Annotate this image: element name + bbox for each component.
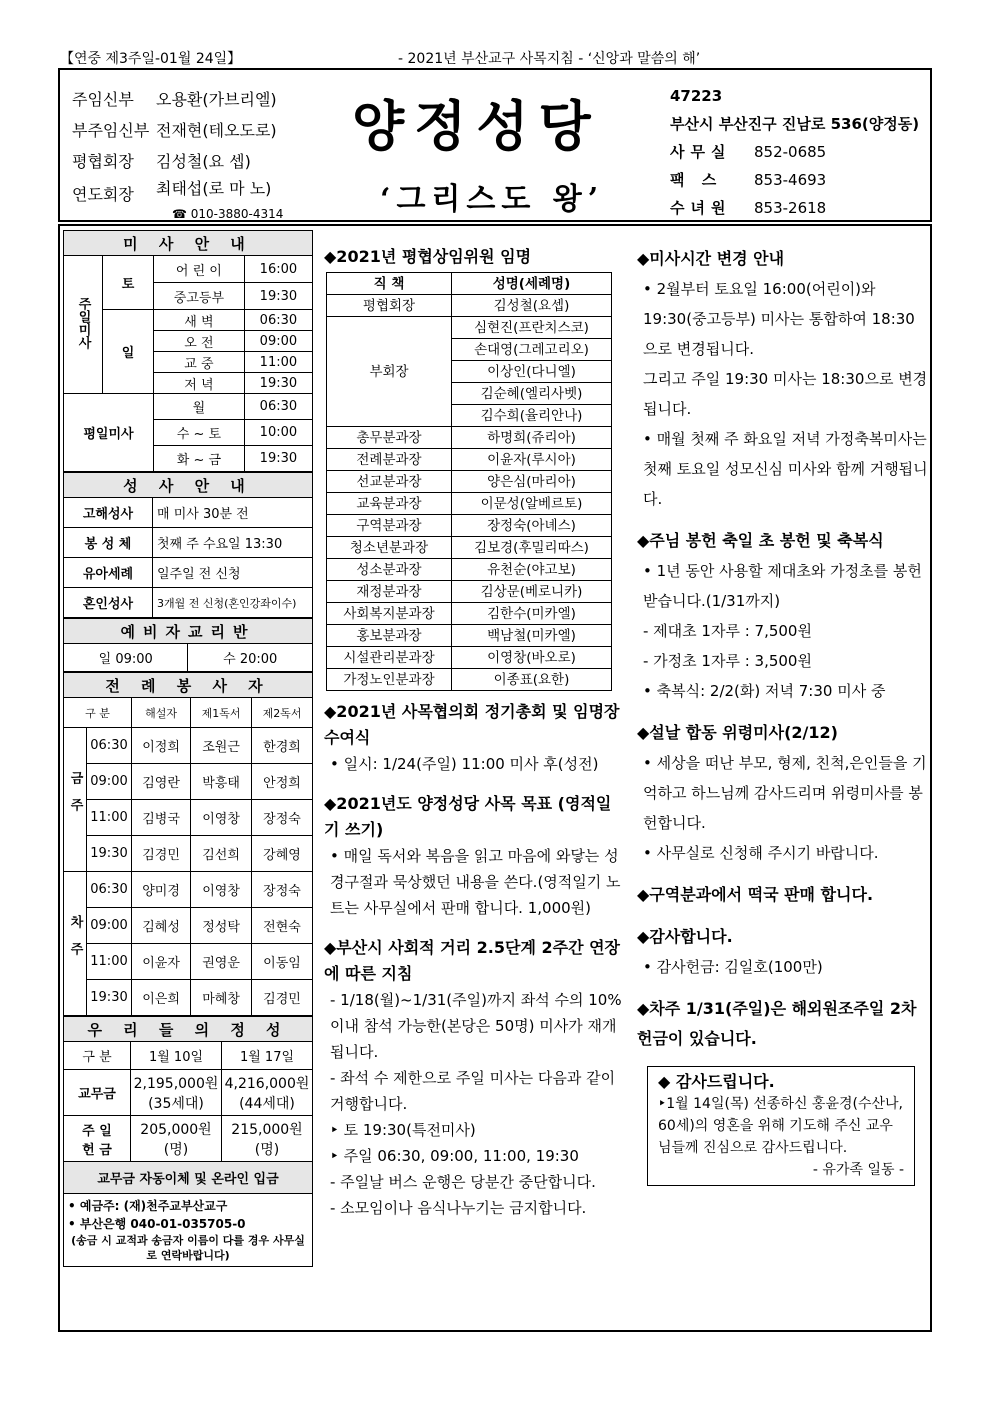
council-name: 이윤자(루시아)	[452, 449, 612, 471]
council-name: 이상인(다니엘)	[452, 361, 612, 383]
mass-title: 미 사 안 내	[64, 231, 313, 256]
notice-section	[637, 718, 929, 868]
mass-name: 화 ~ 금	[154, 446, 245, 472]
notice-heading: ◆차주 1/31(주일)은 해외원조주일 2차 헌금이 있습니다.	[637, 999, 917, 1048]
council-row	[327, 471, 612, 493]
staff-name: 최태섭(로 마 노)	[156, 179, 272, 198]
left-column	[63, 230, 313, 1267]
council-name: 김보경(후밀리따스)	[452, 537, 612, 559]
sat-label: 토	[103, 256, 154, 310]
server-name: 김경민	[252, 980, 313, 1016]
notice-line: • 매일 독서와 복음을 읽고 마음에 와닿는 성경구절과 묵상했던 내용을 쓴다.(영적일기 노트는 사무실에서 판매 합니다. 1,000원)	[330, 847, 621, 917]
parish-name: 양정성당	[352, 94, 601, 158]
council-role: 부회장	[327, 317, 452, 427]
sunday-label-text: 주일미사	[75, 296, 91, 349]
weekday-label: 평일미사	[64, 394, 154, 472]
council-row	[327, 515, 612, 537]
mass-time: 09:00	[244, 331, 312, 352]
council-row	[327, 493, 612, 515]
council-row	[327, 449, 612, 471]
auto-transfer-title: 교무금 자동이체 및 온라인 입금	[64, 1162, 313, 1194]
staff-role: 부주임신부	[72, 121, 150, 140]
notice-line: • 세상을 떠난 부모, 형제, 친척,은인들을 기억하고 하느님께 감사드리며 위령미사를 봉헌합니다.	[643, 754, 927, 832]
notice-line: 그리고 주일 19:30 미사는 18:30으로 변경됩니다.	[643, 370, 928, 418]
council-name: 이종표(요한)	[452, 669, 612, 691]
account-number: • 부산은행 040-01-035705-0	[68, 1217, 246, 1231]
council-row	[327, 669, 612, 691]
council-role: 전례분과장	[327, 449, 452, 471]
server-name: 이윤자	[132, 944, 191, 980]
council-name: 손대영(그레고리오)	[452, 339, 612, 361]
notice-heading: ◆부산시 사회적 거리 2.5단계 2주간 연장에 따른 지침	[324, 938, 621, 983]
council-name: 심현진(프란치스코)	[452, 317, 612, 339]
offering-key: 주 일 헌 금	[64, 1116, 131, 1162]
mass-time: 10:00	[244, 420, 312, 446]
mass-name: 저 녁	[154, 373, 245, 394]
council-row	[327, 427, 612, 449]
notice-section	[637, 994, 929, 1054]
mass-time: 11:00	[244, 352, 312, 373]
council-row	[327, 295, 612, 317]
server-time: 11:00	[87, 944, 132, 980]
mass-name: 월	[154, 394, 245, 420]
council-role: 선교분과장	[327, 471, 452, 493]
staff-name: 전재현(테오도로)	[156, 121, 277, 140]
account-note	[64, 1194, 313, 1267]
notice-line: ‣ 주일 06:30, 09:00, 11:00, 19:30	[330, 1147, 579, 1165]
notice-section	[324, 791, 624, 921]
notice-heading: ◆설날 합동 위령미사(2/12)	[637, 723, 838, 742]
contact-key: 팩 스	[670, 171, 723, 189]
server-time: 19:30	[87, 836, 132, 872]
council-name: 하명희(쥬리아)	[452, 427, 612, 449]
council-name: 백남철(미카엘)	[452, 625, 612, 647]
thanks-title: ◆ 감사드립니다.	[658, 1072, 775, 1091]
council-name: 김상문(베로니카)	[452, 581, 612, 603]
contact-value: 853-2618	[754, 199, 827, 217]
council-head: 성명(세례명)	[452, 273, 612, 295]
notice-section	[324, 935, 624, 1221]
mass-name: 교 중	[154, 352, 245, 373]
sacrament-value: 첫째 주 수요일 13:30	[153, 528, 313, 558]
council-table	[326, 272, 612, 691]
notice-line: • 감사헌금: 김일호(100만)	[643, 958, 823, 976]
offering-head: 1월 10일	[131, 1042, 222, 1070]
next-week-label-text: 차주	[67, 914, 83, 969]
staff-list	[72, 84, 283, 221]
offering-head: 구 분	[64, 1042, 131, 1070]
mass-time: 06:30	[244, 394, 312, 420]
server-name: 박흥태	[191, 764, 252, 800]
council-row	[327, 317, 612, 339]
notice-heading: ◆2021년 사목협의회 정기총회 및 임명장 수여식	[324, 702, 620, 747]
server-name: 양미경	[132, 872, 191, 908]
servers-head: 구 분	[64, 698, 132, 728]
council-name: 김한수(미카엘)	[452, 603, 612, 625]
server-time: 19:30	[87, 980, 132, 1016]
catechumen-table	[63, 618, 313, 672]
council-row	[327, 625, 612, 647]
right-column	[637, 244, 929, 1186]
mass-name: 새 벽	[154, 310, 245, 331]
theme-label: - 2021년 부산교구 사목지침 - ‘신앙과 말씀의 해’	[398, 51, 701, 67]
notice-line: • 사무실로 신청해 주시기 바랍니다.	[643, 844, 879, 862]
server-name: 마혜창	[191, 980, 252, 1016]
council-role: 평협회장	[327, 295, 452, 317]
server-name: 조원근	[191, 728, 252, 764]
notice-line: • 매월 첫째 주 화요일 저녁 가정축복미사는 첫째 토요일 성모신심 미사와 함께 거행됩니다.	[643, 430, 928, 508]
server-name: 이정희	[132, 728, 191, 764]
notice-line: • 1년 동안 사용할 제대초와 가정초를 봉헌 받습니다.(1/31까지)	[643, 562, 922, 610]
sacrament-title: 성 사 안 내	[64, 473, 313, 498]
servers-title: 전 례 봉 사 자	[64, 673, 313, 698]
notice-heading: ◆주님 봉헌 축일 초 봉헌 및 축복식	[637, 531, 884, 550]
offering-key: 교무금	[64, 1070, 131, 1116]
offering-table	[63, 1016, 313, 1267]
council-role: 시설관리분과장	[327, 647, 452, 669]
mass-name: 수 ~ 토	[154, 420, 245, 446]
address: 부산시 부산진구 진남로 536(양정동)	[670, 115, 920, 133]
notice-line: • 축복식: 2/2(화) 저녁 7:30 미사 중	[643, 682, 886, 700]
sacrament-value: 매 미사 30분 전	[153, 498, 313, 528]
zip-code: 47223	[670, 87, 723, 105]
council-role: 가정노인분과장	[327, 669, 452, 691]
notice-heading: ◆구역분과에서 떡국 판매 합니다.	[637, 885, 874, 904]
thanks-body: ‣1월 14일(목) 선종하신 홍윤경(수산나, 60세)의 영혼을 위해 기도해 주신 교우님들께 진심으로 감사드립니다.	[658, 1096, 903, 1156]
notice-heading: ◆2021년도 양정성당 사목 목표 (영적일기 쓰기)	[324, 794, 612, 839]
server-time: 06:30	[87, 872, 132, 908]
notice-heading: ◆미사시간 변경 안내	[637, 249, 785, 268]
catechumen-title: 예비자교리반	[64, 619, 313, 644]
server-time: 06:30	[87, 728, 132, 764]
staff-role: 주임신부	[72, 90, 134, 109]
server-name: 이영창	[191, 800, 252, 836]
offering-title: 우 리 들 의 정 성	[64, 1017, 313, 1042]
council-role: 사회복지분과장	[327, 603, 452, 625]
notice-heading: ◆감사합니다.	[637, 927, 733, 946]
notice-line: - 제대초 1자루 : 7,500원	[643, 622, 812, 640]
contact-key: 사무실	[670, 143, 732, 161]
mass-name: 오 전	[154, 331, 245, 352]
council-name: 유천순(야고보)	[452, 559, 612, 581]
server-name: 한경희	[252, 728, 313, 764]
notice-line: • 2월부터 토요일 16:00(어린이)와 19:30(중고등부) 미사는 통합하여 18:30으로 변경됩니다.	[643, 280, 915, 358]
server-name: 전현숙	[252, 908, 313, 944]
sacrament-key: 혼인성사	[64, 588, 153, 618]
council-name: 김순혜(엘리사벳)	[452, 383, 612, 405]
council-role: 홍보분과장	[327, 625, 452, 647]
sacrament-key: 봉 성 체	[64, 528, 153, 558]
council-name: 김성철(요셉)	[452, 295, 612, 317]
staff-name: 오용환(가브리엘)	[156, 90, 277, 109]
council-head: 직 책	[327, 273, 452, 295]
servers-head: 제1독서	[191, 698, 252, 728]
notice-section	[637, 922, 929, 982]
notice-line: • 일시: 1/24(주일) 11:00 미사 후(성전)	[330, 755, 599, 773]
council-role: 청소년분과장	[327, 537, 452, 559]
council-name: 이영창(바오로)	[452, 647, 612, 669]
feast-title: ‘그리스도 왕’	[380, 182, 605, 217]
notice-line: ‣ 토 19:30(특전미사)	[330, 1121, 476, 1139]
servers-table	[63, 672, 313, 1016]
server-name: 이동임	[252, 944, 313, 980]
offering-a: 205,000원 (명)	[131, 1116, 222, 1162]
sacrament-value: 일주일 전 신청	[153, 558, 313, 588]
staff-role: 연도회장	[72, 185, 134, 204]
server-name: 정성탁	[191, 908, 252, 944]
offering-b: 4,216,000원 (44세대)	[222, 1070, 313, 1116]
notice-section	[637, 526, 929, 706]
offering-b: 215,000원 (명)	[222, 1116, 313, 1162]
server-name: 김경민	[132, 836, 191, 872]
notice-line: - 좌석 수 제한으로 주일 미사는 다음과 같이 거행합니다.	[330, 1069, 616, 1113]
staff-name: 김성철(요 셉)	[156, 152, 251, 171]
next-week-label	[64, 872, 87, 1016]
staff-role: 평협회장	[72, 152, 134, 171]
notice-line: - 소모임이나 음식나누기는 금지합니다.	[330, 1199, 587, 1217]
council-row	[327, 537, 612, 559]
notice-line: - 주일날 버스 운행은 당분간 중단합니다.	[330, 1173, 596, 1191]
mass-table	[63, 230, 313, 472]
this-week-label-text: 금주	[67, 770, 83, 825]
council-name: 이문성(알베르토)	[452, 493, 612, 515]
account-holder: • 예금주: (재)천주교부산교구	[68, 1199, 228, 1213]
thanks-box	[647, 1066, 915, 1186]
sunday-label	[64, 256, 103, 394]
staff-phone: ☎ 010-3880-4314	[172, 207, 284, 221]
council-row	[327, 647, 612, 669]
sacrament-table	[63, 472, 313, 618]
council-title: ◆2021년 평협상임위원 임명	[324, 247, 532, 266]
council-role: 재정분과장	[327, 581, 452, 603]
mass-time: 19:30	[244, 446, 312, 472]
council-name: 양은심(마리아)	[452, 471, 612, 493]
offering-head: 1월 17일	[222, 1042, 313, 1070]
server-name: 강혜영	[252, 836, 313, 872]
top-line	[60, 48, 932, 68]
mass-time: 16:00	[244, 256, 312, 283]
council-name: 김수희(율리안나)	[452, 405, 612, 427]
sacrament-value: 3개월 전 신청(혼인강좌이수)	[153, 588, 313, 618]
server-name: 안정희	[252, 764, 313, 800]
mass-time: 19:30	[244, 283, 312, 310]
server-name: 김선희	[191, 836, 252, 872]
week-label: 【연중 제3주일-01월 24일】	[60, 51, 242, 67]
server-name: 김병국	[132, 800, 191, 836]
notice-line: - 가정초 1자루 : 3,500원	[643, 652, 812, 670]
right-sections	[637, 244, 929, 1054]
server-name: 장정숙	[252, 800, 313, 836]
server-time: 09:00	[87, 764, 132, 800]
contact-key: 수녀원	[670, 199, 732, 217]
council-role: 구역분과장	[327, 515, 452, 537]
server-time: 11:00	[87, 800, 132, 836]
sacrament-key: 고해성사	[64, 498, 153, 528]
council-row	[327, 581, 612, 603]
mass-time: 19:30	[244, 373, 312, 394]
server-time: 09:00	[87, 908, 132, 944]
mass-name: 중고등부	[154, 283, 245, 310]
header	[58, 68, 932, 222]
servers-head: 제2독서	[252, 698, 313, 728]
server-name: 이영창	[191, 872, 252, 908]
sun-label: 일	[103, 310, 154, 394]
notice-section	[637, 244, 929, 514]
server-name: 권영운	[191, 944, 252, 980]
council-row	[327, 559, 612, 581]
sacrament-key: 유아세례	[64, 558, 153, 588]
thanks-sign: - 유가족 일동 -	[812, 1162, 904, 1178]
notice-section	[324, 699, 624, 777]
server-name: 김혜성	[132, 908, 191, 944]
middle-column	[324, 244, 624, 1235]
council-row	[327, 603, 612, 625]
mass-name: 어 린 이	[154, 256, 245, 283]
council-name: 장정숙(아녜스)	[452, 515, 612, 537]
offering-a: 2,195,000원 (35세대)	[131, 1070, 222, 1116]
notice-section	[637, 880, 929, 910]
mid-sections	[324, 699, 624, 1221]
contact-value: 852-0685	[754, 143, 827, 161]
council-role: 교육분과장	[327, 493, 452, 515]
server-name: 장정숙	[252, 872, 313, 908]
account-remark: (송금 시 교적과 송금자 이름이 다를 경우 사무실로 연락바랍니다)	[71, 1234, 305, 1262]
contact-info	[670, 82, 919, 222]
catechumen-b: 수 20:00	[188, 644, 313, 672]
server-name: 김영란	[132, 764, 191, 800]
council-role: 성소분과장	[327, 559, 452, 581]
mass-time: 06:30	[244, 310, 312, 331]
server-name: 이은희	[132, 980, 191, 1016]
contact-value: 853-4693	[754, 171, 827, 189]
notice-line: - 1/18(월)~1/31(주일)까지 좌석 수의 10% 이내 참석 가능한(본당은 50명) 미사가 재개됩니다.	[330, 991, 622, 1061]
servers-head: 해설자	[132, 698, 191, 728]
council-role: 총무분과장	[327, 427, 452, 449]
this-week-label	[64, 728, 87, 872]
catechumen-a: 일 09:00	[64, 644, 188, 672]
